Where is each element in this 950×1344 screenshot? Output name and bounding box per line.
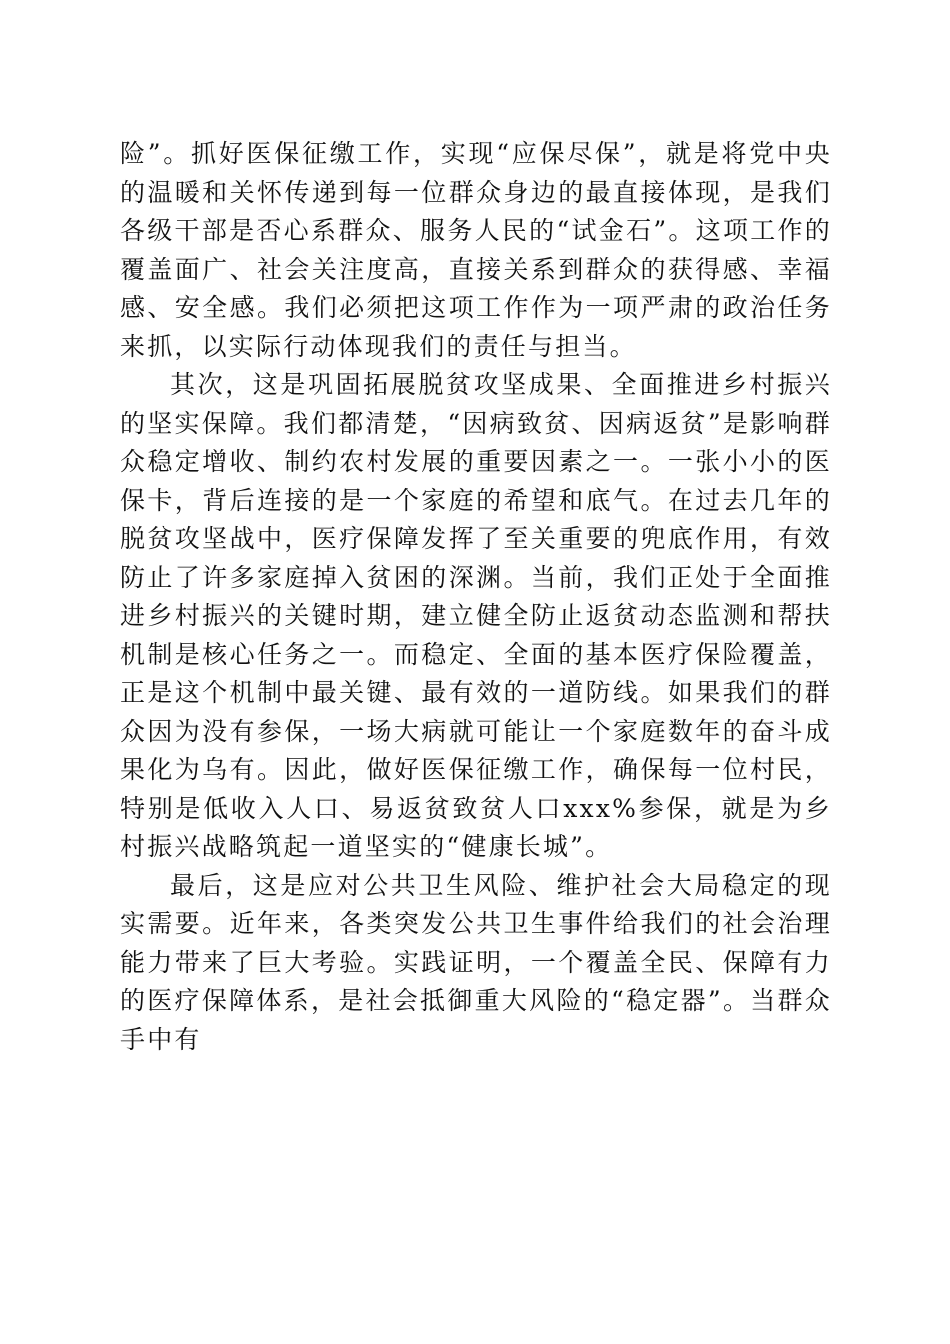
paragraph-continuation: 险”。抓好医保征缴工作，实现“应保尽保”，就是将党中央的温暖和关怀传递到每一位群众身边的最直接体现，是我们各级干部是否心系群众、服务人民的“试金石”。这项工作的覆盖面广、社会关注度高，直接关系到群众的获得感、幸福感、安全感。我们必须把这项工作作为一项严肃的政治任务来抓，以实际行动体现我们的责任与担当。 (120, 139, 832, 361)
document-body (120, 135, 832, 1059)
paragraph-poverty-alleviation: 其次，这是巩固拓展脱贫攻坚成果、全面推进乡村振兴的坚实保障。我们都清楚，“因病致贫、因病返贫”是影响群众稳定增收、制约农村发展的重要因素之一。一张小小的医保卡，背后连接的是一个家庭的希望和底气。在过去几年的脱贫攻坚战中，医疗保障发挥了至关重要的兜底作用，有效防止了许多家庭掉入贫困的深渊。当前，我们正处于全面推进乡村振兴的关键时期，建立健全防止返贫动态监测和帮扶机制是核心任务之一。而稳定、全面的基本医疗保险覆盖，正是这个机制中最关键、最有效的一道防线。如果我们的群众因为没有参保，一场大病就可能让一个家庭数年的奋斗成果化为乌有。因此，做好医保征缴工作，确保每一位村民，特别是低收入人口、易返贫致贫人口xxx%参保，就是为乡村振兴战略筑起一道坚实的“健康长城”。 (120, 370, 832, 861)
paragraph-public-health: 最后，这是应对公共卫生风险、维护社会大局稳定的现实需要。近年来，各类突发公共卫生事件给我们的社会治理能力带来了巨大考验。实践证明，一个覆盖全民、保障有力的医疗保障体系，是社会抵御重大风险的“稳定器”。当群众手中有 (120, 870, 832, 1054)
